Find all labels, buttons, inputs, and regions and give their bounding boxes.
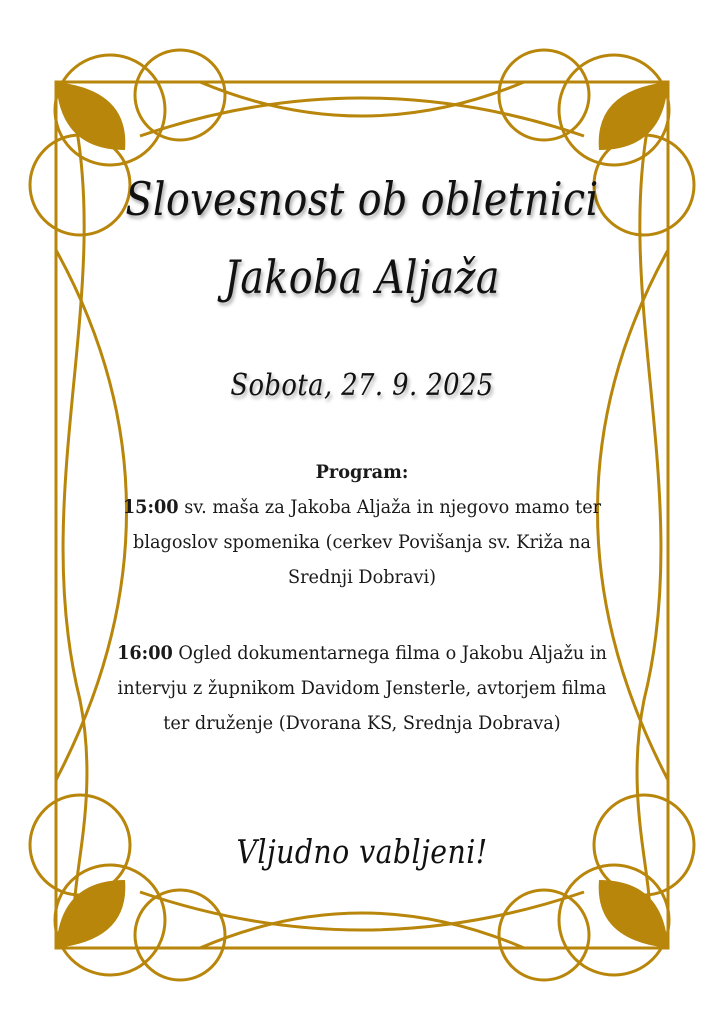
- event-1-description: sv. maša za Jakoba Aljaža in njegovo mamo ter blagoslov spomenika (cerkev Povišanja sv. Križa na Srednji Dobravi): [133, 496, 602, 588]
- closing-invitation: Vljudno vabljeni!: [236, 832, 488, 871]
- event-2-description: Ogled dokumentarnega filma o Jakobu Aljažu in intervju z župnikom Davidom Jensterle, avtorjem filma ter druženje (Dvorana KS, Srednja Dobrava): [117, 642, 607, 734]
- program-event-1: [109, 490, 615, 595]
- program-event-2: [109, 636, 615, 741]
- title-line-2: Jakoba Aljaža: [224, 250, 500, 304]
- event-2-time: 16:00: [117, 642, 173, 664]
- event-1-time: 15:00: [122, 496, 179, 518]
- event-date: Sobota, 27. 9. 2025: [230, 368, 494, 403]
- title-line-1: Slovesnost ob obletnici: [125, 172, 599, 226]
- program-heading: Program:: [315, 461, 409, 483]
